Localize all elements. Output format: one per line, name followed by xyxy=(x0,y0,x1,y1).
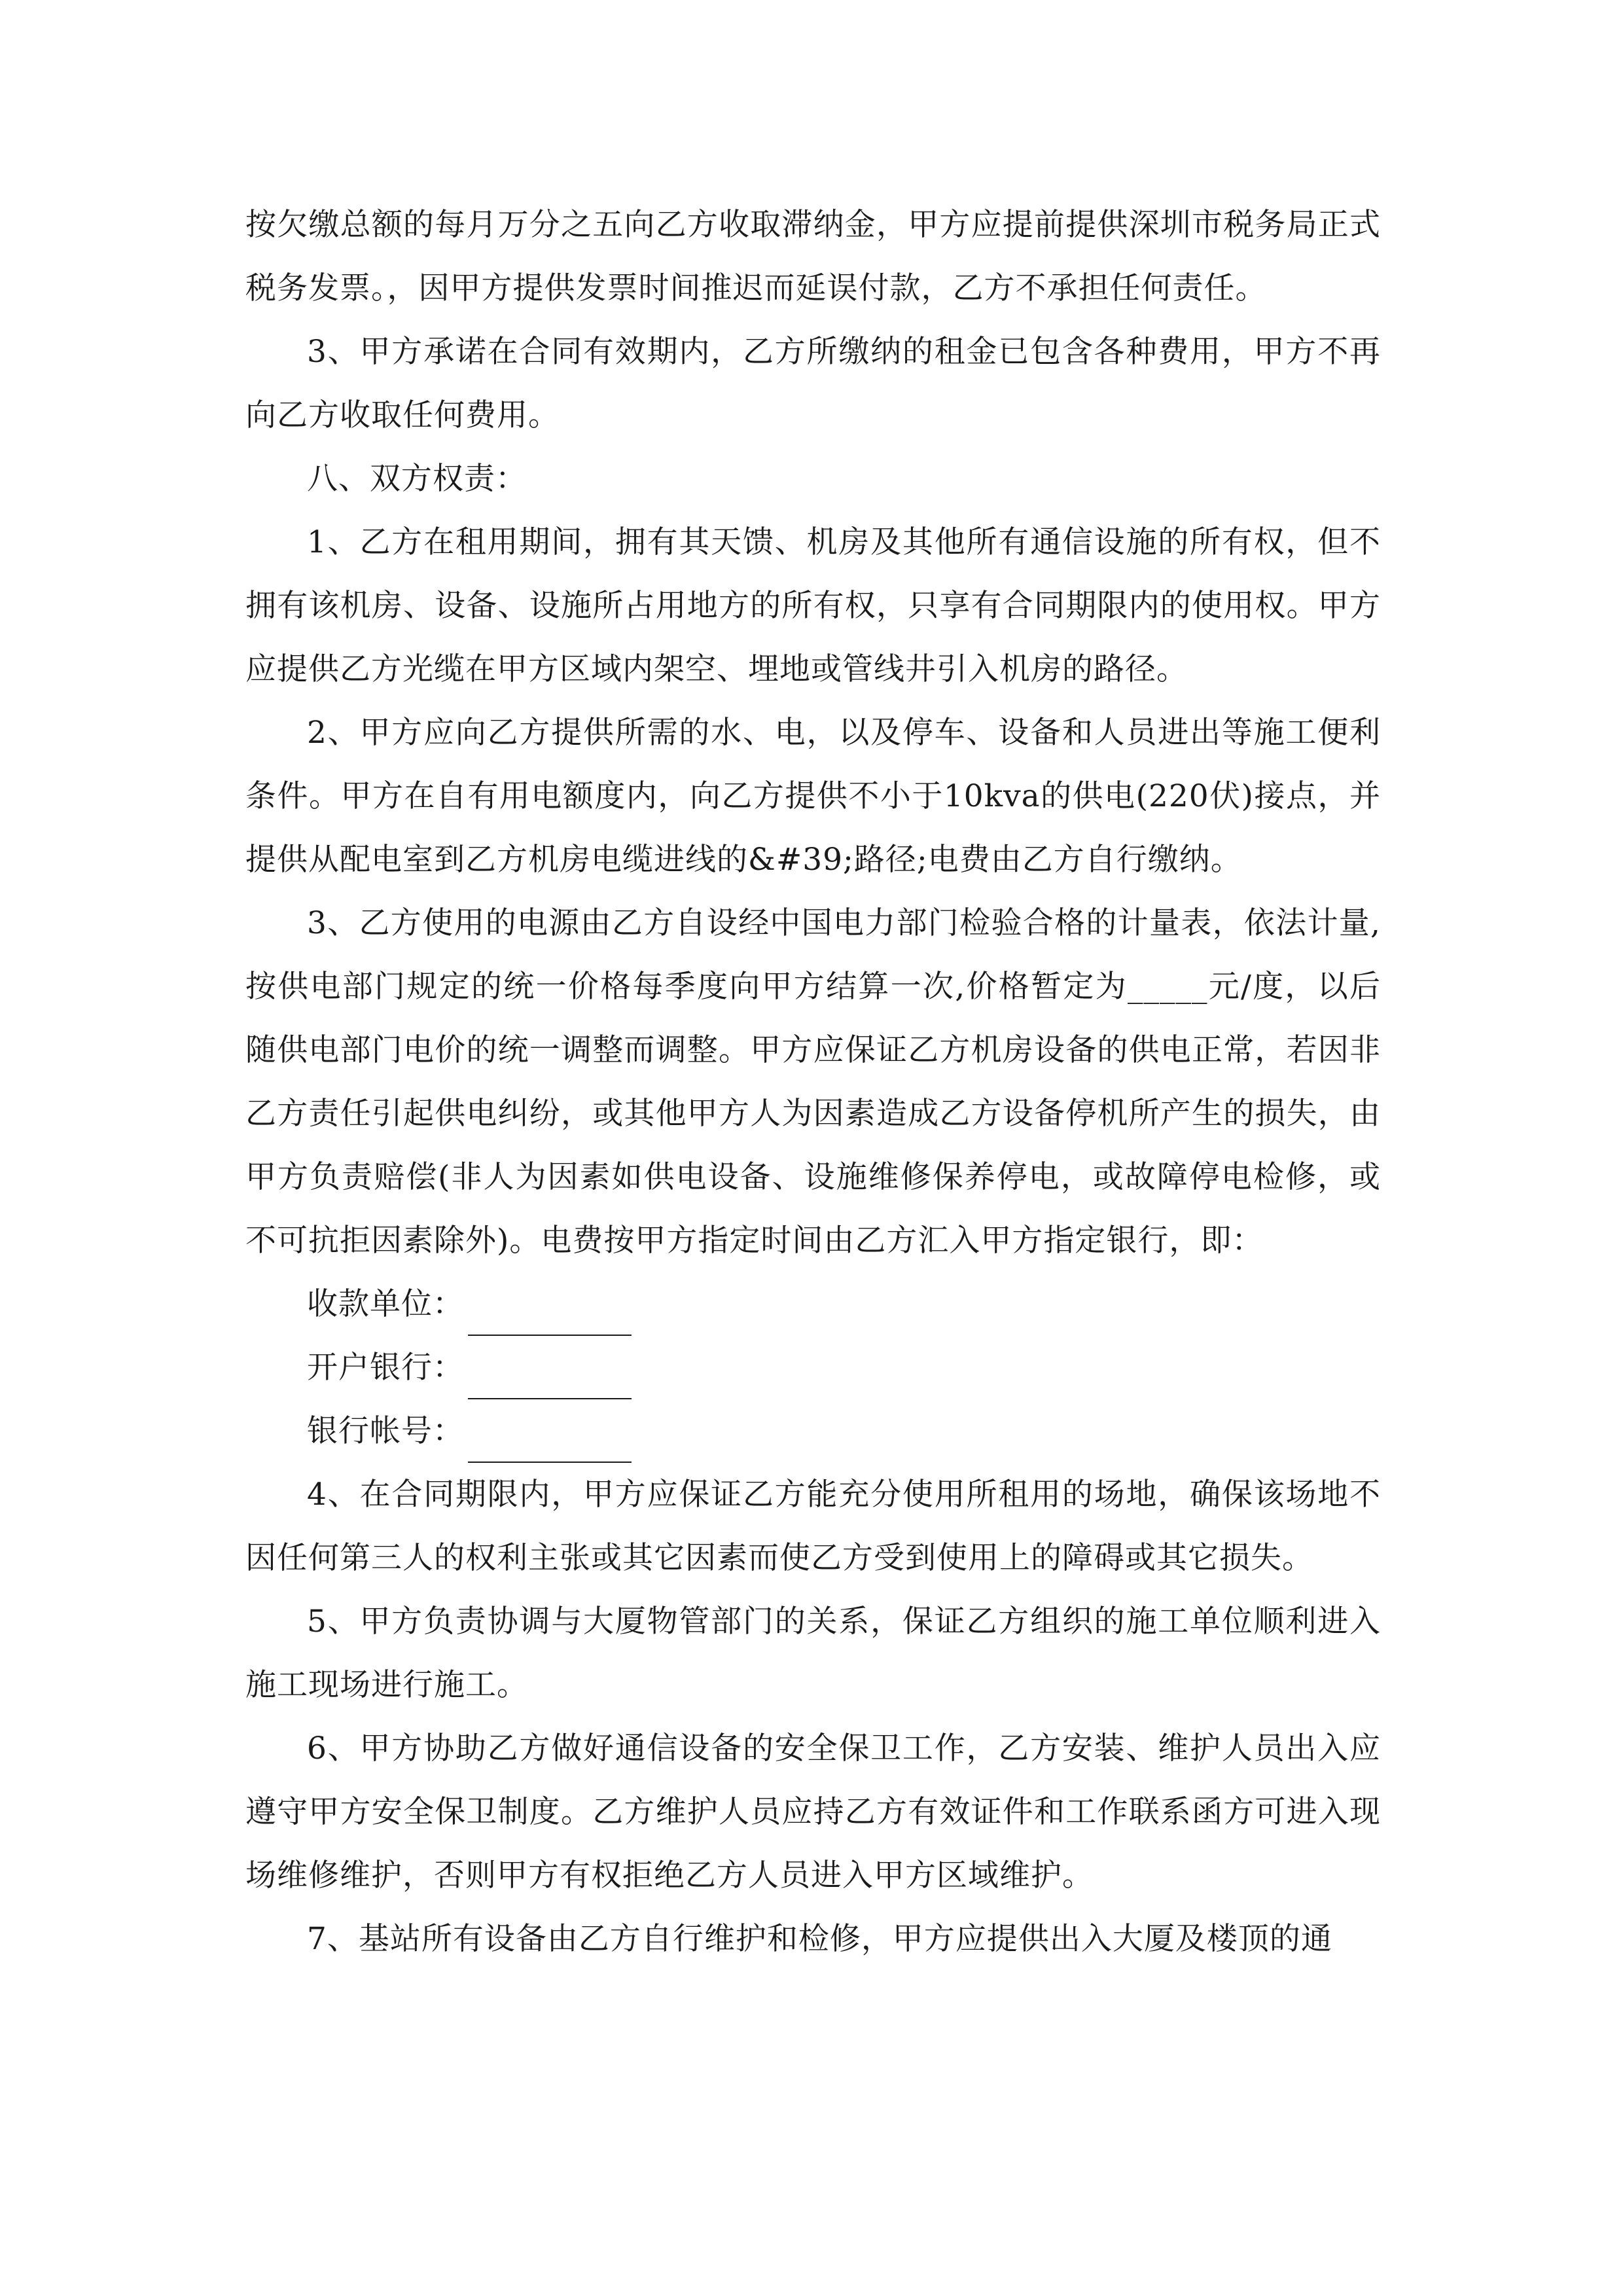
section-heading-rights: 八、双方权责： xyxy=(307,461,527,497)
paragraph-late-fee: 按欠缴总额的每月万分之五向乙方收取滞纳金，甲方应提前提供深圳市税务局正式税务发票。，因甲方提供发票时间推迟而延误付款，乙方不承担任何责任。 xyxy=(245,207,1381,306)
field-account-label: 银行帐号： xyxy=(307,1413,464,1449)
field-payee-blank xyxy=(468,1295,632,1336)
paragraph-site-use: 4、在合同期限内，甲方应保证乙方能充分使用所租用的场地，确保该场地不因任何第三人的权利主张或其它因素而使乙方受到使用上的障碍或其它损失。 xyxy=(245,1477,1381,1576)
paragraph-ownership: 1、乙方在租用期间，拥有其天馈、机房及其他所有通信设施的所有权，但不拥有该机房、设备、设施所占用地方的所有权，只享有合同期限内的使用权。甲方应提供乙方光缆在甲方区域内架空、埋地或管线井引入机房的路径。 xyxy=(245,524,1381,687)
paragraph-maintenance: 7、基站所有设备由乙方自行维护和检修，甲方应提供出入大厦及楼顶的通 xyxy=(307,1921,1332,1957)
field-bank-blank xyxy=(468,1359,632,1399)
paragraph-power-metering: 3、乙方使用的电源由乙方自设经中国电力部门检验合格的计量表，依法计量,按供电部门规定的统一价格每季度向甲方结算一次,价格暂定为_____元/度，以后随供电部门电价的统一调整而调整。甲方应保证乙方机房设备的供电正常，若因非乙方责任引起供电纠纷，或其他甲方人为因素造成乙方设备停机所产生的损失，由甲方负责赔偿(非人为因素如供电设备、设施维修保养停电，或故障停电检修，或不可抗拒因素除外)。电费按甲方指定时间由乙方汇入甲方指定银行，即： xyxy=(245,905,1381,1259)
document-page xyxy=(245,193,1381,1971)
field-bank xyxy=(245,1336,1381,1399)
paragraph-fees-included: 3、甲方承诺在合同有效期内，乙方所缴纳的租金已包含各种费用，甲方不再向乙方收取任何费用。 xyxy=(245,334,1381,433)
field-payee xyxy=(245,1272,1381,1336)
paragraph-security: 6、甲方协助乙方做好通信设备的安全保卫工作，乙方安装、维护人员出入应遵守甲方安全保卫制度。乙方维护人员应持乙方有效证件和工作联系函方可进入现场维修维护，否则甲方有权拒绝乙方人员进入甲方区域维护。 xyxy=(245,1731,1381,1893)
field-payee-label: 收款单位： xyxy=(307,1286,464,1322)
paragraph-utilities: 2、甲方应向乙方提供所需的水、电，以及停车、设备和人员进出等施工便利条件。甲方在自有用电额度内，向乙方提供不小于10kva的供电(220伏)接点，并提供从配电室到乙方机房电缆进线的&#39;路径;电费由乙方自行缴纳。 xyxy=(245,715,1381,878)
field-bank-label: 开户银行： xyxy=(307,1350,464,1386)
paragraph-building-coordination: 5、甲方负责协调与大厦物管部门的关系，保证乙方组织的施工单位顺利进入施工现场进行施工。 xyxy=(245,1604,1381,1703)
field-account xyxy=(245,1399,1381,1463)
field-account-blank xyxy=(468,1422,632,1463)
